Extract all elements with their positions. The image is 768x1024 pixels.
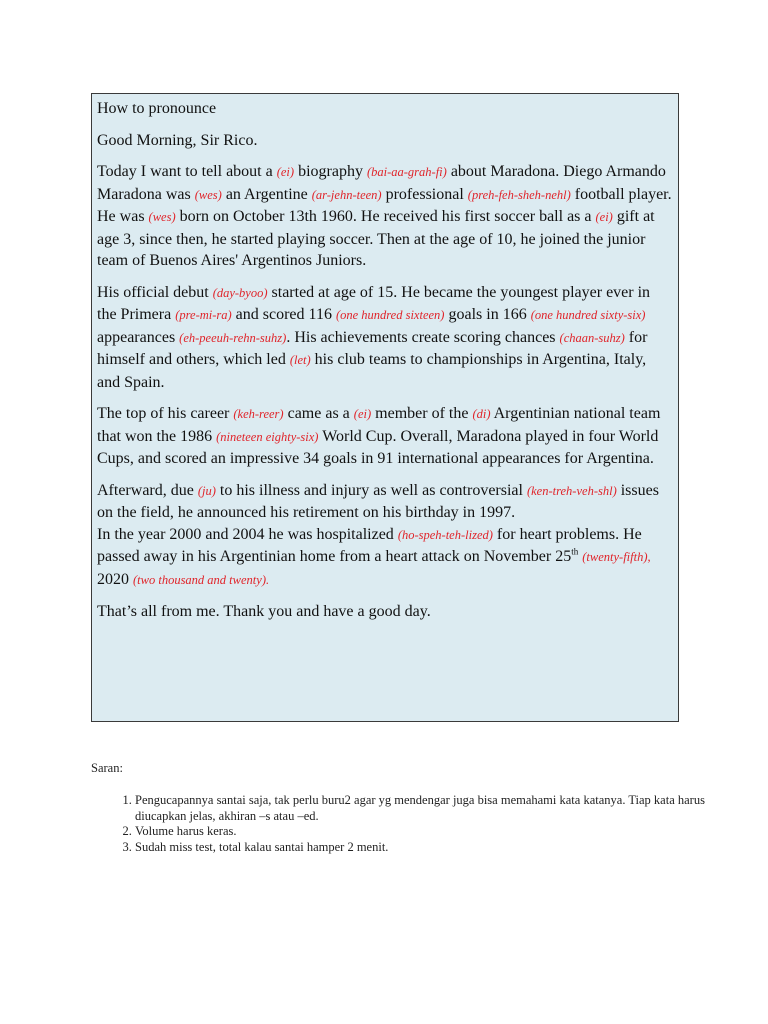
paragraph-debut bbox=[97, 282, 673, 394]
list-item: 3. Sudah miss test, total kalau santai hamper 2 menit. bbox=[135, 840, 705, 856]
pronunciation-guide: (pre-mi-ra) bbox=[175, 308, 232, 322]
paragraph-death bbox=[97, 524, 673, 592]
text: about Maradona. Diego Armando Maradona was bbox=[97, 163, 666, 203]
text: and scored 116 bbox=[231, 306, 336, 323]
closing-line: That’s all from me. Thank you and have a good day. bbox=[97, 603, 431, 620]
pronunciation-guide: (ho-speh-teh-lized) bbox=[397, 527, 493, 542]
pronunciation-guide: (ei) bbox=[595, 210, 613, 224]
suggestions-label: Saran: bbox=[91, 761, 123, 775]
pronunciation-guide: (wes) bbox=[148, 210, 176, 224]
pronunciation-guide: (preh-feh-sheh-nehl) bbox=[467, 187, 571, 202]
pronunciation-guide: (ken-treh-veh-shl) bbox=[526, 483, 617, 498]
text: his club teams to championships in Argentina, Italy, and Spain. bbox=[97, 351, 647, 391]
pronunciation-guide: (ju) bbox=[197, 483, 216, 498]
text: World Cup. Overall, Maradona played in four World Cups, and scored an impressive 34 goals in 91 international appearances for Argentina. bbox=[97, 427, 659, 467]
pronunciation-guide: (twenty-fifth), bbox=[582, 550, 651, 564]
text: goals in 166 bbox=[444, 306, 531, 323]
text: 2020 bbox=[97, 570, 133, 588]
text: In the year 2000 and 2004 he was hospitalized bbox=[97, 525, 398, 543]
pronunciation-guide: (eh-peeuh-rehn-suhz) bbox=[179, 330, 287, 345]
text: an Argentine bbox=[221, 185, 312, 203]
pronunciation-guide: (two thousand and twenty). bbox=[133, 572, 270, 587]
text: born on October 13th 1960. He received his first soccer ball as a bbox=[175, 208, 596, 225]
pronunciation-guide: (let) bbox=[289, 353, 311, 367]
text: issues on the field, he announced his retirement on his birthday in 1997. bbox=[97, 481, 659, 521]
text: to his illness and injury as well as controversial bbox=[215, 481, 527, 499]
pronunciation-guide: (ei) bbox=[353, 407, 372, 421]
text: His official debut bbox=[97, 283, 213, 301]
pronunciation-guide: (ei) bbox=[276, 165, 295, 179]
text: for heart problems. He passed away in his Argentinian home from a heart attack on November 25 bbox=[97, 525, 642, 565]
text: Argentinian national team that won the 1986 bbox=[97, 405, 661, 445]
pronunciation-guide: (wes) bbox=[194, 187, 222, 202]
pronunciation-guide: (ar-jehn-teen) bbox=[311, 187, 382, 202]
paragraph-retirement bbox=[97, 480, 673, 524]
paragraph-intro bbox=[97, 161, 673, 272]
pronunciation-guide: (one hundred sixteen) bbox=[335, 308, 445, 322]
pronunciation-guide: (di) bbox=[472, 407, 491, 421]
pronunciation-guide: (keh-reer) bbox=[233, 407, 284, 421]
ordinal-suffix: th bbox=[571, 546, 579, 557]
pronunciation-guide: (one hundred sixty-six) bbox=[530, 308, 646, 322]
text: came as a bbox=[283, 405, 354, 422]
pronunciation-guide: (nineteen eighty-six) bbox=[216, 429, 319, 444]
text: professional bbox=[381, 185, 468, 203]
list-item: 2. Volume harus keras. bbox=[135, 824, 705, 840]
pronunciation-guide: (day-byoo) bbox=[212, 285, 268, 300]
text: member of the bbox=[371, 405, 473, 422]
paragraph-career bbox=[97, 403, 673, 470]
text: started at age of 15. He became the youngest player ever in the Primera bbox=[97, 283, 651, 323]
pronunciation-guide: (bai-aa-grah-fi) bbox=[366, 165, 447, 179]
text: for himself and others, which led bbox=[97, 328, 648, 368]
text: gift at age 3, since then, he started playing soccer. Then at the age of 10, he joined the junior team of Buenos Aires' Argentinos Juniors. bbox=[97, 208, 655, 269]
text: The top of his career bbox=[97, 405, 234, 422]
text: Afterward, due bbox=[97, 481, 198, 499]
text: biography bbox=[294, 163, 367, 180]
text: football player. He was bbox=[97, 185, 672, 225]
greeting: Good Morning, Sir Rico. bbox=[97, 131, 258, 149]
text: Today I want to tell about a bbox=[97, 163, 277, 180]
text: appearances bbox=[97, 328, 180, 346]
document-title: How to pronounce bbox=[97, 100, 217, 117]
pronunciation-guide: (chaan-suhz) bbox=[559, 330, 625, 345]
list-item: 1. Pengucapannya santai saja, tak perlu buru2 agar yg mendengar juga bisa memahami kata katanya. Tiap kata harus diucapkan jelas, akhiran –s atau –ed. bbox=[135, 793, 705, 824]
text: . His achievements create scoring chances bbox=[286, 328, 560, 346]
speech-text-box bbox=[91, 93, 679, 722]
suggestions-list bbox=[91, 793, 705, 855]
